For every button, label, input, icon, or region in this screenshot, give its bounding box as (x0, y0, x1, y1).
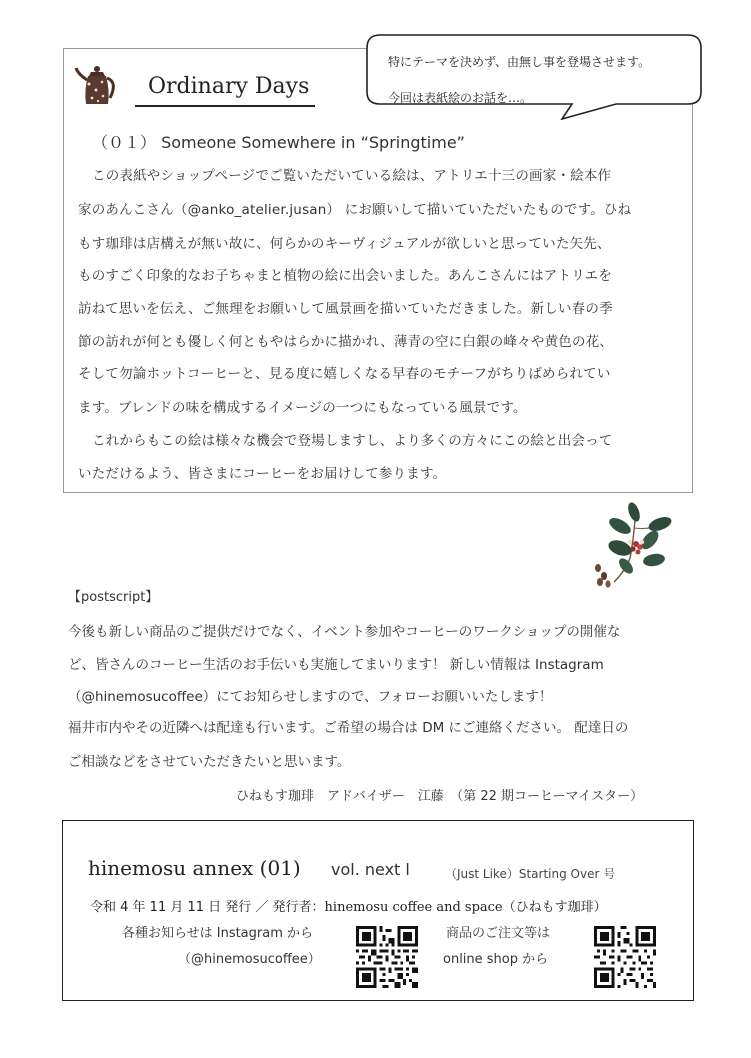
publisher-name: hinemosu coffee and space（ひねもす珈琲） (324, 900, 607, 915)
paragraph-line: これからもこの絵は様々な機会で登場しますし、より多くの方々にこの絵と出会って (92, 433, 613, 449)
postscript-label: 【postscript】 (68, 590, 159, 605)
publication-date: 令和 4 年 11 月 11 日 発行 ／ 発行者： (90, 900, 325, 915)
bubble-line-1: 特にテーマを決めず、由無し事を登場させます。 (388, 55, 651, 69)
postscript-line: 今後も新しい商品のご提供だけでなく、イベント参加やコーヒーのワークショップの開催な (68, 624, 621, 640)
paragraph-line: 節の訪れが何とも優しく何ともやはらかに描かれ、薄青の空に白銀の峰々や黄色の花、 (78, 334, 614, 350)
newsletter-title: hinemosu annex (01) (88, 856, 301, 880)
shop-link-note: online shop から (443, 952, 549, 967)
paragraph-line: そして勿論ホットコーヒーと、見る度に嬉しくなる早春のモチーフがちりばめられてい (78, 366, 611, 382)
instagram-note: 各種お知らせは Instagram から (122, 926, 314, 941)
paragraph-line: もす珈琲は店構えが無い故に、何らかのキーヴィジュアルが欲しいと思っていた矢先、 (78, 236, 611, 252)
instagram-qr-code[interactable] (356, 926, 418, 988)
postscript-line: 福井市内やその近隣へは配達も行います。ご希望の場合は DM にご連絡ください。 配達日の (68, 720, 629, 736)
paragraph-line: 訪ねて思いを伝え、ご無理をお願いして風景画を描いていただきました。新しい春の季 (78, 301, 613, 317)
column-heading: Ordinary Days (148, 74, 310, 99)
shop-note: 商品のご注文等は (446, 926, 551, 941)
postscript-line: （@hinemosucoffee）にてお知らせしますので、フォローお願いいたします！ (68, 689, 553, 705)
paragraph-line: この表紙やショップページでご覧いただいている絵は、アトリエ十三の画家・絵本作 (92, 168, 612, 184)
signature: ひねもす珈琲 アドバイザー 江藤 （第 22 期コーヒーマイスター） (236, 789, 644, 804)
issue-subtitle: （Just Like）Starting Over 号 (445, 867, 616, 881)
column-subheading: （０１） Someone Somewhere in “Springtime” (92, 133, 465, 152)
postscript-line: ど、皆さんのコーヒー生活のお手伝いも実施してまいります！ 新しい情報は Instagram (68, 657, 604, 673)
instagram-handle: （@hinemosucoffee） (178, 952, 321, 967)
online-shop-qr-code[interactable] (594, 926, 656, 988)
paragraph-line: 家のあんこさん（@anko_atelier.jusan） にお願いして描いていただいたものです。ひね (78, 202, 632, 218)
speech-bubble (366, 34, 702, 120)
paragraph-line: ます。ブレンドの味を構成するイメージの一つにもなっている風景です。 (78, 400, 527, 416)
coffee-plant-illustration (590, 498, 682, 590)
coffee-kettle-icon (74, 60, 120, 108)
bubble-line-2: 今回は表紙絵のお話を…。 (388, 91, 533, 105)
publication-info (90, 896, 607, 915)
paragraph-line: ものすごく印象的なお子ちゃまと植物の絵に出会いました。あんこさんにはアトリエを (78, 268, 613, 284)
postscript-line: ご相談などをさせていただきたいと思います。 (68, 754, 351, 770)
volume-label: vol. next l (331, 860, 410, 879)
heading-underline (135, 105, 315, 107)
paragraph-line: いただけるよう、皆さまにコーヒーをお届けして参ります。 (78, 466, 447, 482)
